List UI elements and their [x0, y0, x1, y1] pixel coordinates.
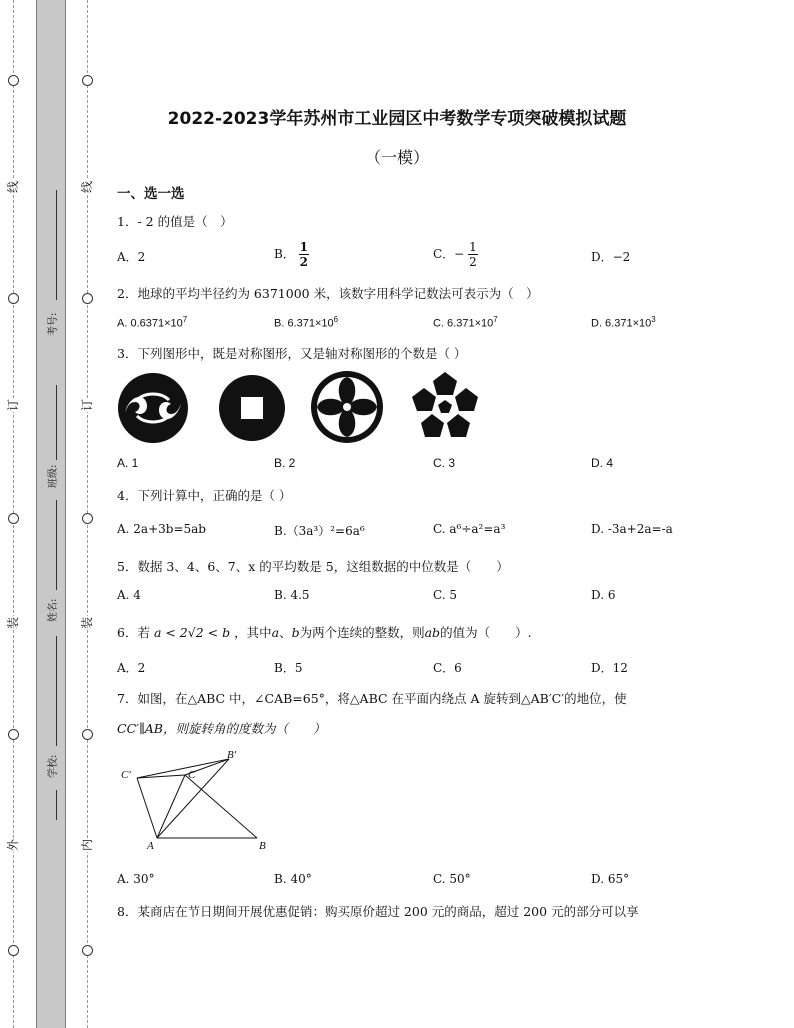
option-b: B. 2: [274, 456, 296, 470]
option-d: D．12: [591, 661, 628, 675]
option-c: C. a⁶÷a²=a³: [433, 522, 506, 536]
math-var: a: [271, 625, 280, 640]
option-c: C. 3: [433, 456, 456, 470]
binding-hole: [8, 945, 19, 956]
section-heading: 一、选一选: [117, 186, 185, 201]
option-a: [117, 315, 187, 330]
page-title: 2022-2023学年苏州市工业园区中考数学专项突破模拟试题: [167, 109, 627, 129]
fraction: [299, 240, 309, 269]
option-b: B．5: [274, 661, 303, 675]
fraction-numerator: 1: [469, 240, 477, 254]
binding-hole: [82, 513, 93, 524]
option-label: B．: [274, 247, 295, 261]
question-stem: 3．下列图形中，既是对称图形，又是轴对称图形的个数是（ ）: [117, 346, 467, 361]
option-c: C. 50°: [433, 872, 471, 886]
option-a: A．2: [117, 250, 146, 264]
fraction: [468, 240, 478, 269]
field-label-school: 学校:: [48, 754, 59, 778]
option-d: D. 65°: [591, 872, 630, 886]
label-b: B: [259, 840, 266, 852]
option-d: D. -3a+2a=-a: [591, 522, 673, 536]
option-d: D．−2: [591, 250, 631, 264]
stem-text: 的值为（ ）.: [440, 625, 532, 640]
fraction-denominator: 2: [299, 255, 309, 269]
margin-char-xian: 线: [6, 181, 20, 194]
exponent: 7: [493, 315, 498, 324]
label-b-prime: B′: [227, 749, 237, 761]
option-a: A. 1: [117, 456, 139, 470]
stem-text: ，其中: [234, 625, 272, 640]
question-stem: 7．如图，在△ABC 中，∠CAB=65°，将△ABC 在平面内绕点 A 旋转到△AB′C′的地位，使: [117, 691, 627, 706]
option-text: D. 6.371×10: [591, 317, 652, 330]
field-underline: [56, 190, 57, 300]
question-stem: CC′∥AB，则旋转角的度数为（ ）: [117, 721, 326, 736]
label-c-prime: C′: [121, 769, 131, 781]
option-text: C. 6.371×10: [433, 317, 494, 330]
option-b: B. 4.5: [274, 588, 310, 602]
field-underline: [56, 385, 57, 460]
stem-text: 为两个连续的整数，则: [299, 625, 425, 640]
math-inequality: a < 2√2 < b: [153, 625, 231, 640]
margin-char-nei: 内: [80, 839, 94, 852]
margin-char-wai: 外: [6, 839, 20, 852]
exponent: 3: [651, 315, 656, 324]
question-stem: 8．某商店在节日期间开展优惠促销：购买原价超过 200 元的商品，超过 200 元的部分可以享: [117, 904, 639, 919]
label-a: A: [147, 840, 154, 852]
option-a: A. 2a+3b=5ab: [117, 522, 206, 536]
rotation-figure: [115, 745, 275, 855]
question-stem: 5．数据 3、4、6、7、x 的平均数是 5，这组数据的中位数是（ ）: [117, 559, 509, 574]
option-b: [274, 315, 338, 330]
field-underline: [56, 636, 57, 746]
math-var: b: [291, 625, 300, 640]
label-c: C: [188, 769, 196, 781]
exponent: 7: [182, 315, 188, 324]
stem-text: 、: [279, 625, 292, 640]
option-a: A. 30°: [117, 872, 155, 886]
option-a: A. 4: [117, 588, 141, 602]
margin-char-ding: 订: [80, 399, 94, 412]
figure-pentagons-icon: [408, 370, 482, 440]
exponent: 6: [333, 315, 339, 324]
field-underline: [56, 790, 57, 820]
fraction-denominator: 2: [469, 255, 477, 269]
option-text: A. 0.6371×10: [117, 317, 183, 330]
margin-char-zhuang: 装: [6, 617, 20, 630]
option-text: B. 6.371×10: [274, 317, 334, 330]
margin-char-ding: 订: [6, 399, 20, 412]
binding-hole: [82, 729, 93, 740]
option-c: [433, 240, 478, 269]
figure-coin-icon: [218, 374, 286, 442]
binding-hole: [8, 729, 19, 740]
option-d: D. 6: [591, 588, 616, 602]
option-c: C．6: [433, 661, 462, 675]
option-d: D. 4: [591, 456, 614, 470]
field-label-class: 班级:: [48, 464, 59, 488]
question-stem: [117, 623, 532, 641]
binding-hole: [82, 945, 93, 956]
math-var: ab: [424, 625, 441, 640]
binding-hole: [8, 75, 19, 86]
binding-hole: [8, 293, 19, 304]
question-stem: 4．下列计算中，正确的是（ ）: [117, 488, 292, 503]
figure-four-petal-icon: [310, 370, 384, 444]
stem-text: 6．若: [117, 625, 150, 640]
option-b: [274, 240, 309, 269]
option-c: C. 5: [433, 588, 458, 602]
fraction-numerator: 1: [299, 240, 309, 254]
question-stem: 1．- 2 的值是（ ）: [117, 214, 233, 229]
option-c: [433, 315, 498, 330]
option-d: [591, 315, 656, 330]
field-label-exam-no: 考号:: [48, 312, 59, 336]
question-stem: 2．地球的平均半径约为 6371000 米，该数字用科学记数法可表示为（ ）: [117, 286, 539, 301]
option-a: A．2: [117, 661, 146, 675]
margin-char-xian: 线: [80, 181, 94, 194]
margin-char-zhuang: 装: [80, 617, 94, 630]
option-label: C．−: [433, 247, 465, 261]
figure-yin-yang-icon: [117, 372, 189, 444]
binding-hole: [8, 513, 19, 524]
binding-hole: [82, 75, 93, 86]
option-b: B. 40°: [274, 872, 312, 886]
page-subtitle: （一模）: [364, 148, 429, 167]
field-label-name: 姓名:: [48, 598, 59, 622]
field-underline: [56, 500, 57, 590]
option-b: B.（3a³）²=6a⁶: [274, 524, 365, 538]
binding-hole: [82, 293, 93, 304]
